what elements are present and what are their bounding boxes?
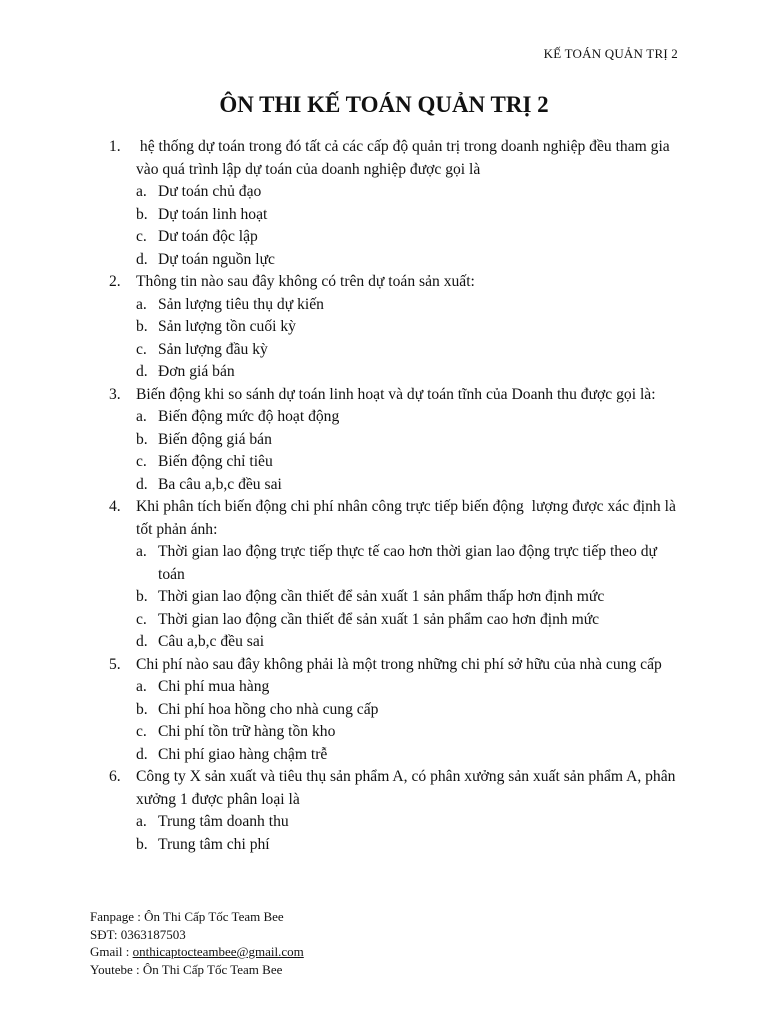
option-letter: a. <box>136 543 147 560</box>
question-number: 2. <box>109 273 121 290</box>
question-text: Khi phân tích biến động chi phí nhân công trực tiếp biến động lượng được xác định là tốt phản ánh: <box>136 498 680 538</box>
option-text: Dự toán nguồn lực <box>158 250 275 268</box>
answer-option <box>136 339 679 362</box>
question-text: Chi phí nào sau đây không phải là một trong những chi phí sở hữu của nhà cung cấp <box>136 655 662 673</box>
answer-option <box>136 429 679 452</box>
option-letter: a. <box>136 183 147 200</box>
option-text: Chi phí tồn trữ hàng tồn kho <box>158 723 336 740</box>
option-letter: a. <box>136 408 147 425</box>
option-text: Dư toán độc lập <box>158 228 258 245</box>
answer-option <box>136 586 679 609</box>
question-item <box>109 654 679 767</box>
option-list <box>136 294 679 384</box>
option-letter: c. <box>136 723 147 740</box>
footer-phone: SĐT: 0363187503 <box>90 926 186 942</box>
question-number: 6. <box>109 768 121 785</box>
question-number: 4. <box>109 498 121 515</box>
question-number: 3. <box>109 385 121 403</box>
question-item <box>109 384 679 497</box>
option-text: Sản lượng đầu kỳ <box>158 340 268 358</box>
option-letter: b. <box>136 588 148 605</box>
answer-option <box>136 699 679 722</box>
option-letter: c. <box>136 610 147 628</box>
question-item <box>109 496 679 654</box>
question-number: 1. <box>109 138 121 155</box>
footer-gmail-label: Gmail : <box>90 944 133 959</box>
option-text: Biến động giá bán <box>158 430 272 448</box>
option-text: Chi phí mua hàng <box>158 678 270 695</box>
option-letter: c. <box>136 340 147 358</box>
option-letter: a. <box>136 678 147 695</box>
option-letter: b. <box>136 318 148 335</box>
option-letter: a. <box>136 813 147 830</box>
running-header: KẾ TOÁN QUẢN TRỊ 2 <box>543 46 678 61</box>
answer-option <box>136 316 679 339</box>
option-text: Biến động chỉ tiêu <box>158 453 273 470</box>
footer-gmail <box>90 943 304 961</box>
option-text: Sản lượng tồn cuối kỳ <box>158 318 296 335</box>
answer-option <box>136 451 679 474</box>
question-item <box>109 766 679 856</box>
answer-option <box>136 361 679 384</box>
option-text: Chi phí hoa hồng cho nhà cung cấp <box>158 700 379 718</box>
answer-option <box>136 834 679 857</box>
answer-option <box>136 541 679 586</box>
answer-option <box>136 204 679 227</box>
option-letter: d. <box>136 745 148 763</box>
option-letter: c. <box>136 453 147 470</box>
answer-option <box>136 181 679 204</box>
question-text: Biến động khi so sánh dự toán linh hoạt và dự toán tĩnh của Doanh thu được gọi là: <box>136 385 656 403</box>
question-item <box>109 271 679 384</box>
option-text: Chi phí giao hàng chậm trễ <box>158 745 328 763</box>
option-letter: a. <box>136 295 147 313</box>
page-title: ÔN THI KẾ TOÁN QUẢN TRỊ 2 <box>219 92 549 117</box>
footer <box>90 908 304 978</box>
answer-option <box>136 474 679 497</box>
option-text: Biến động mức độ hoạt động <box>158 408 340 425</box>
option-text: Dự toán linh hoạt <box>158 205 268 223</box>
answer-option <box>136 294 679 317</box>
answer-option <box>136 744 679 767</box>
option-list <box>136 181 679 271</box>
option-letter: d. <box>136 250 148 268</box>
option-letter: d. <box>136 475 148 493</box>
footer-youtube: Youtebe : Ôn Thi Cấp Tốc Team Bee <box>90 961 283 977</box>
answer-option <box>136 249 679 272</box>
option-list <box>136 406 679 496</box>
footer-gmail-link[interactable]: onthicaptocteambee@gmail.com <box>132 944 304 959</box>
question-text: Công ty X sản xuất và tiêu thụ sản phẩm A, có phân xưởng sản xuất sản phẩm A, phân xưởng 1 được phân loại là <box>136 768 680 808</box>
option-letter: c. <box>136 228 147 245</box>
option-list <box>136 811 679 856</box>
footer-fanpage: Fanpage : Ôn Thi Cấp Tốc Team Bee <box>90 909 284 924</box>
question-item <box>109 136 679 271</box>
question-text: Thông tin nào sau đây không có trên dự toán sản xuất: <box>136 273 475 290</box>
option-text: Trung tâm chi phí <box>158 835 270 853</box>
option-text: Dư toán chủ đạo <box>158 183 262 200</box>
option-letter: b. <box>136 835 148 853</box>
answer-option <box>136 721 679 744</box>
option-text: Trung tâm doanh thu <box>158 813 289 830</box>
option-text: Ba câu a,b,c đều sai <box>158 475 282 493</box>
option-text: Câu a,b,c đều sai <box>158 633 265 650</box>
option-list <box>136 676 679 766</box>
option-letter: b. <box>136 205 148 223</box>
option-text: Sản lượng tiêu thụ dự kiến <box>158 295 324 313</box>
answer-option <box>136 676 679 699</box>
option-text: Thời gian lao động cần thiết để sản xuất 1 sản phẩm thấp hơn định mức <box>158 588 605 605</box>
option-text: Đơn giá bán <box>158 363 235 380</box>
option-letter: d. <box>136 633 148 650</box>
answer-option <box>136 406 679 429</box>
option-letter: b. <box>136 700 148 718</box>
answer-option <box>136 631 679 654</box>
question-text: hệ thống dự toán trong đó tất cả các cấp độ quản trị trong doanh nghiệp đều tham gia vào quá trình lập dự toán của doanh nghiệp được gọi là <box>136 138 674 178</box>
option-text: Thời gian lao động trực tiếp thực tế cao hơn thời gian lao động trực tiếp theo dự toán <box>158 543 657 583</box>
question-list <box>109 136 679 856</box>
answer-option <box>136 609 679 632</box>
option-letter: d. <box>136 363 148 380</box>
question-number: 5. <box>109 655 121 673</box>
option-text: Thời gian lao động cần thiết để sản xuất 1 sản phẩm cao hơn định mức <box>158 610 600 628</box>
answer-option <box>136 811 679 834</box>
option-letter: b. <box>136 430 148 448</box>
option-list <box>136 541 679 654</box>
answer-option <box>136 226 679 249</box>
